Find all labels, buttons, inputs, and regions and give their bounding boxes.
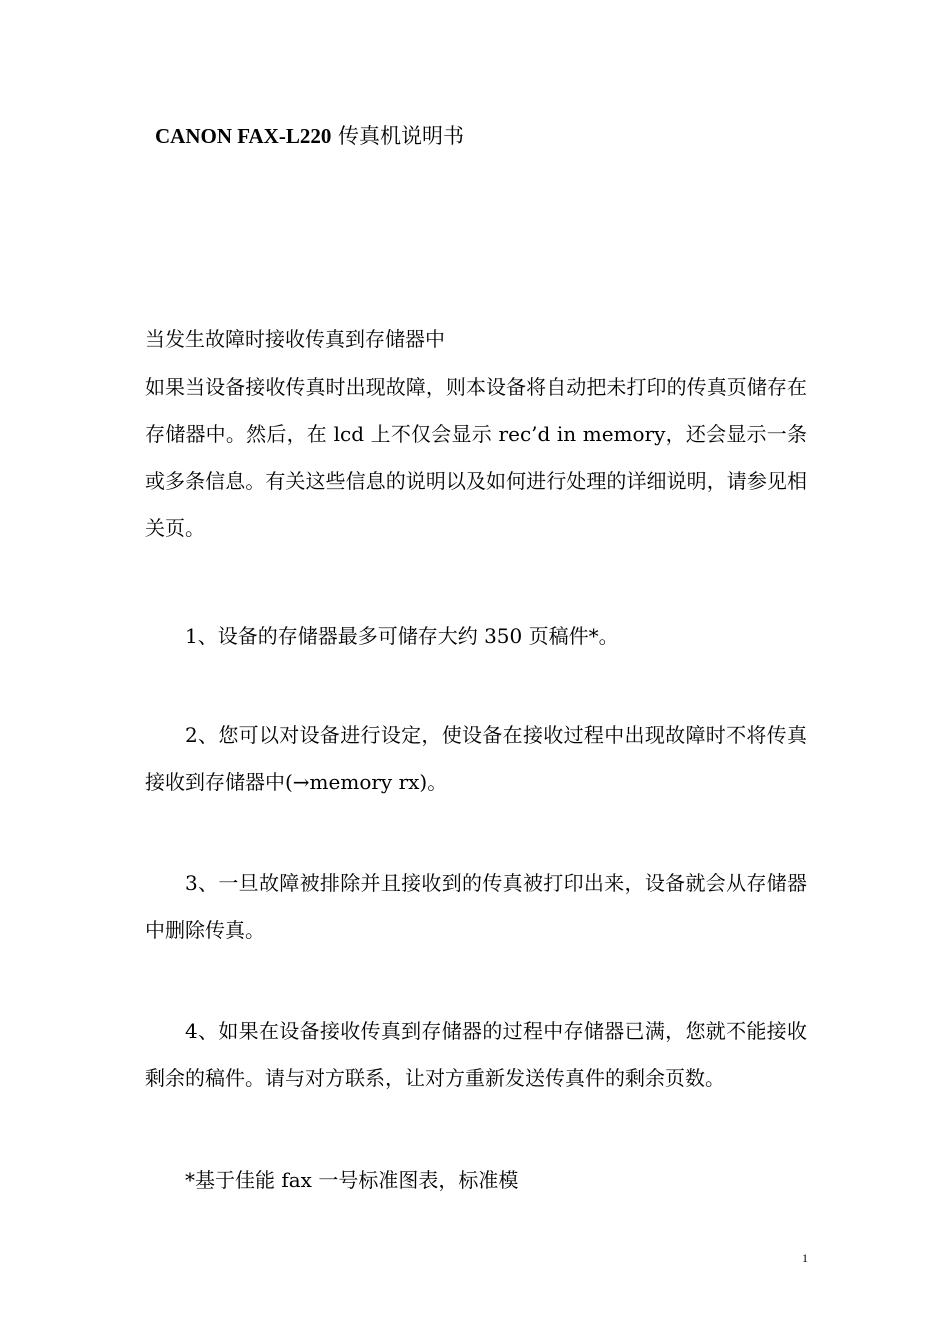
page-number: 1: [802, 1251, 808, 1265]
document-title-model: CANON FAX-L220: [155, 124, 332, 148]
list-item-2: 2、您可以对设备进行设定，使设备在接收过程中出现故障时不将传真接收到存储器中(→memory rx)。: [145, 723, 807, 794]
list-item-3: 3、一旦故障被排除并且接收到的传真被打印出来，设备就会从存储器中删除传真。: [145, 871, 807, 942]
list-item-1: 1、设备的存储器最多可储存大约 350 页稿件*。: [185, 624, 619, 648]
document-title-text: 传真机说明书: [338, 124, 465, 148]
footnote: *基于佳能 fax 一号标准图表，标准模: [185, 1168, 519, 1192]
section-heading: 当发生故障时接收传真到存储器中: [145, 327, 445, 351]
intro-paragraph: 如果当设备接收传真时出现故障，则本设备将自动把未打印的传真页储存在存储器中。然后，在 lcd 上不仅会显示 rec’d in memory，还会显示一条或多条信息。有关这些信息的说明以及如何进行处理的详细说明，请参见相关页。: [145, 375, 807, 540]
document-title: [155, 120, 464, 152]
list-item-4: 4、如果在设备接收传真到存储器的过程中存储器已满，您就不能接收剩余的稿件。请与对方联系，让对方重新发送传真件的剩余页数。: [145, 1019, 807, 1090]
